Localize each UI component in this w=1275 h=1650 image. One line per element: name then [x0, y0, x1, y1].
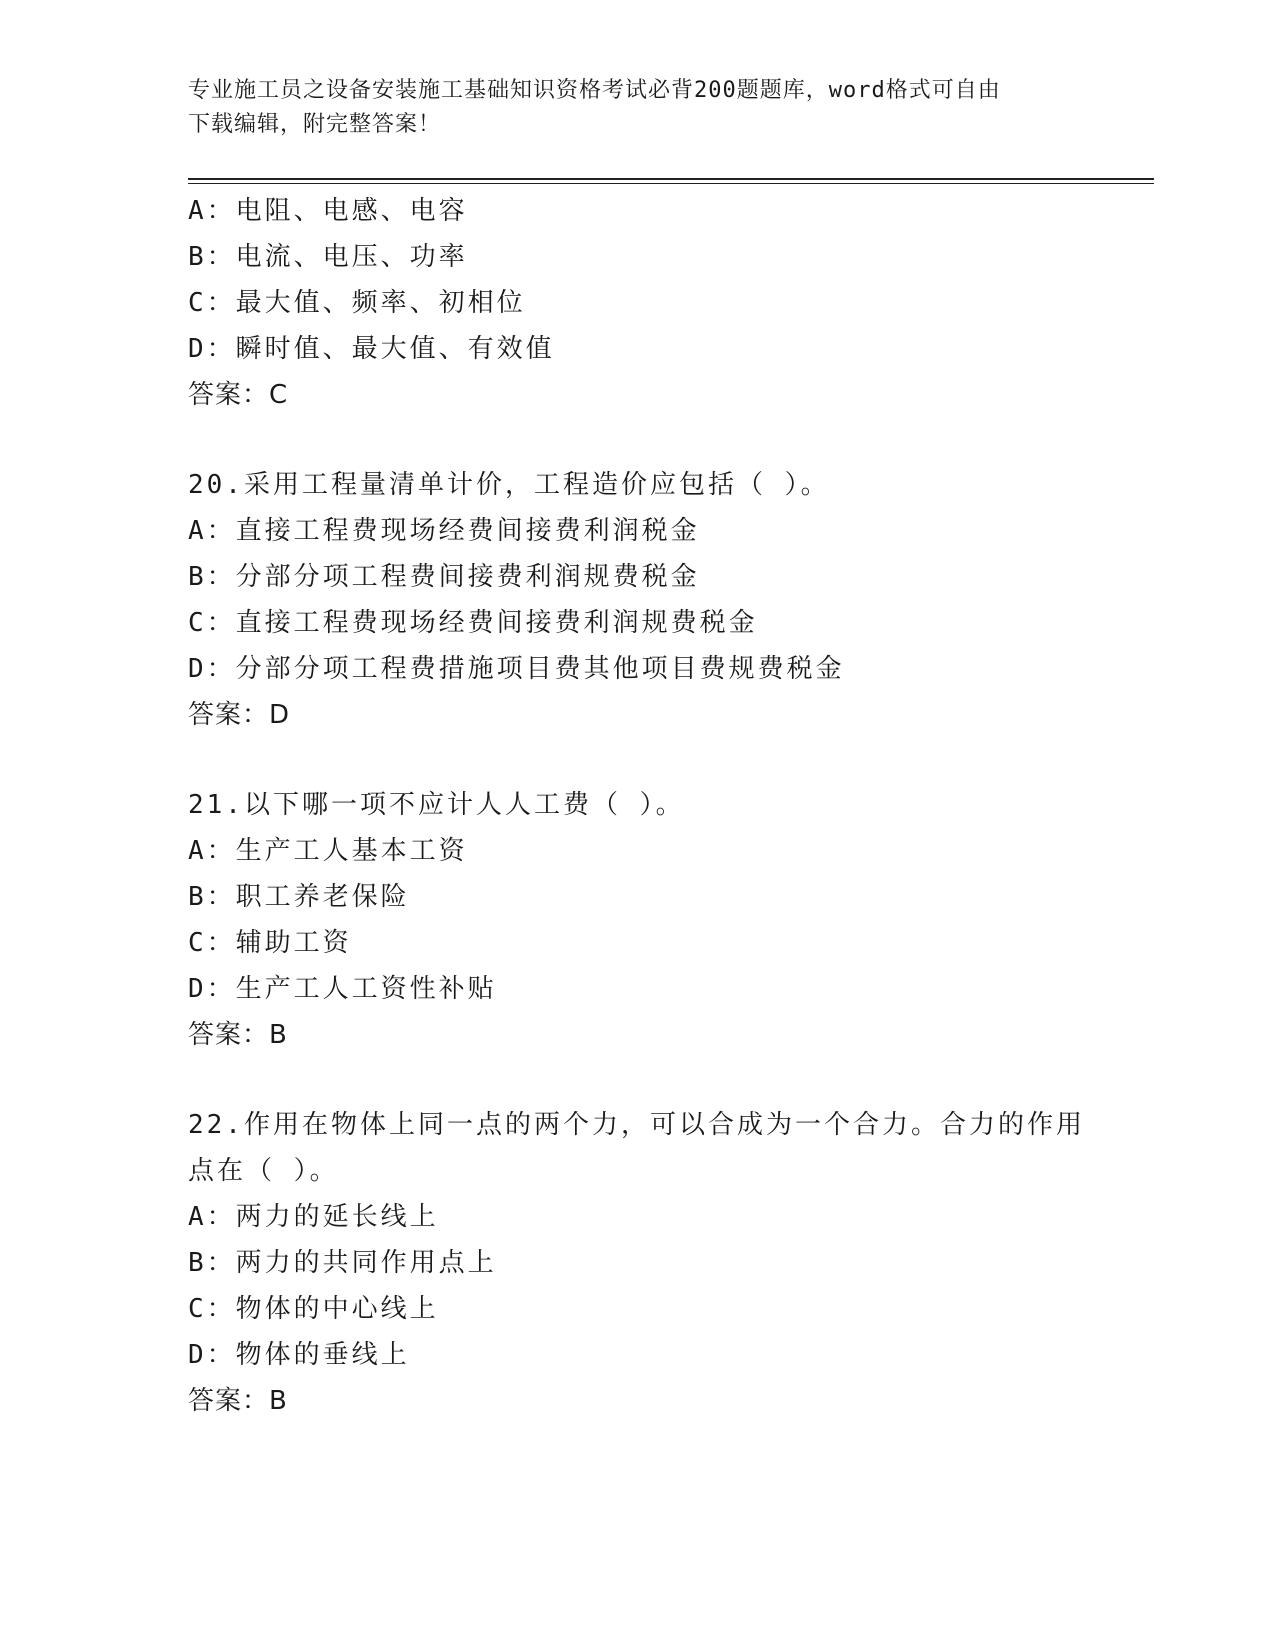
answer: 答案：B	[188, 1020, 288, 1050]
option-a: A：两力的延长线上	[188, 1202, 439, 1232]
option-b: B：分部分项工程费间接费利润规费税金	[188, 562, 700, 592]
option-c: C：辅助工资	[188, 928, 352, 958]
answer: 答案：C	[188, 380, 289, 410]
header-line-1: 专业施工员之设备安装施工基础知识资格考试必背200题题库，word格式可自由	[188, 78, 1001, 103]
answer: 答案：B	[188, 1386, 288, 1416]
question-text-line-2: 点在（ ）。	[188, 1156, 339, 1186]
option-c: C：物体的中心线上	[188, 1294, 439, 1324]
question-20	[188, 462, 1128, 738]
header-divider-thick	[188, 178, 1154, 180]
question-text: 20.采用工程量清单计价，工程造价应包括（ ）。	[188, 470, 830, 500]
option-a: A：生产工人基本工资	[188, 836, 468, 866]
header-divider-thin	[188, 183, 1154, 184]
option-a: A：电阻、电感、电容	[188, 196, 468, 226]
question-19	[188, 188, 1128, 418]
option-d: D：物体的垂线上	[188, 1340, 410, 1370]
option-a: A：直接工程费现场经费间接费利润税金	[188, 516, 700, 546]
option-d: D：生产工人工资性补贴	[188, 974, 497, 1004]
option-b: B：两力的共同作用点上	[188, 1248, 497, 1278]
option-b: B：职工养老保险	[188, 882, 410, 912]
question-21	[188, 782, 1128, 1058]
question-list	[188, 188, 1128, 1424]
question-22	[188, 1102, 1128, 1424]
option-d: D：瞬时值、最大值、有效值	[188, 334, 555, 364]
option-b: B：电流、电压、功率	[188, 242, 468, 272]
question-text-line-1: 22.作用在物体上同一点的两个力，可以合成为一个合力。合力的作用	[188, 1110, 1085, 1140]
answer: 答案：D	[188, 700, 291, 730]
option-d: D：分部分项工程费措施项目费其他项目费规费税金	[188, 654, 845, 684]
option-c: C：最大值、频率、初相位	[188, 288, 526, 318]
option-c: C：直接工程费现场经费间接费利润规费税金	[188, 608, 758, 638]
document-header	[188, 74, 1088, 142]
header-line-2: 下载编辑，附完整答案！	[188, 112, 442, 137]
question-text: 21.以下哪一项不应计人人工费（ ）。	[188, 790, 685, 820]
